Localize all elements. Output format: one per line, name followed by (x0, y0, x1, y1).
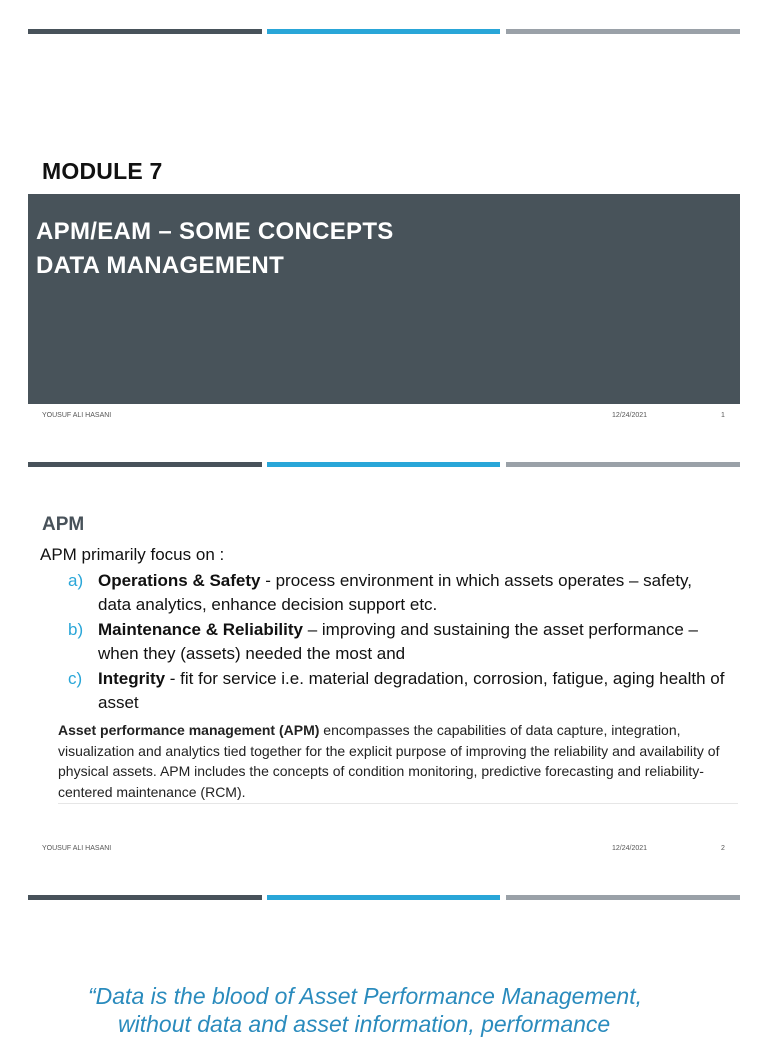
slide1-title-line-1: APM/EAM – SOME CONCEPTS (36, 218, 394, 245)
slide2-heading: APM (42, 514, 85, 535)
slide2-top-bar-dark (28, 462, 262, 467)
slide1-footer-date: 12/24/2021 (612, 412, 648, 419)
apm-definition (58, 720, 738, 802)
slide1-top-bar-gray (506, 29, 740, 34)
list-item (68, 618, 728, 666)
slide2-top-bar-blue (267, 462, 500, 467)
slide3-quote-line-1: “Data is the blood of Asset Performance Management, (88, 983, 642, 1009)
list-item-text: - fit for service i.e. material degradation, corrosion, fatigue, aging health of asset (98, 669, 725, 712)
list-item-term: Integrity (98, 669, 166, 688)
slide1-top-bar-dark (28, 29, 262, 34)
list-item (68, 667, 728, 715)
slide2-intro: APM primarily focus on : (40, 545, 225, 564)
list-item-text: – improving and sustaining the asset performance – when they (assets) needed the most and (98, 620, 699, 663)
apm-definition-lead: Asset performance management (APM) (58, 722, 320, 738)
list-item-letter: b) (68, 620, 84, 639)
module-title: MODULE 7 (42, 158, 163, 184)
slide1-footer-page: 1 (721, 412, 725, 419)
slide2-footer-page: 2 (721, 845, 725, 852)
slide2-top-bar-gray (506, 462, 740, 467)
slide1-title-line-2: DATA MANAGEMENT (36, 252, 285, 279)
slide1-footer-author: YOUSUF ALI HASANI (42, 412, 112, 419)
list-item (68, 569, 728, 617)
list-item-term: Maintenance & Reliability (98, 620, 303, 639)
list-item-term: Operations & Safety (98, 571, 261, 590)
slide3-top-bar-blue (267, 895, 500, 900)
slide2-footer-author: YOUSUF ALI HASANI (42, 845, 112, 852)
list-item-letter: a) (68, 571, 84, 590)
list-item-text: - process environment in which assets operates – safety, data analytics, enhance decision support etc. (98, 571, 692, 614)
title-panel (28, 194, 740, 404)
slide3-top-bar-gray (506, 895, 740, 900)
slide3-quote-line-2: without data and asset information, performance (118, 1011, 611, 1037)
definition-divider (58, 803, 738, 804)
list-item-letter: c) (68, 669, 83, 688)
apm-definition-text: encompasses the capabilities of data capture, integration, visualization and analytics tied together for the explicit purpose of improving the reliability and availability of physical assets. APM includes the concepts of condition monitoring, predictive forecasting and reliability-centered maintenance (RCM). (58, 722, 720, 800)
slide2-footer-date: 12/24/2021 (612, 845, 648, 852)
slide3-top-bar-dark (28, 895, 262, 900)
slide1-top-bar-blue (267, 29, 500, 34)
